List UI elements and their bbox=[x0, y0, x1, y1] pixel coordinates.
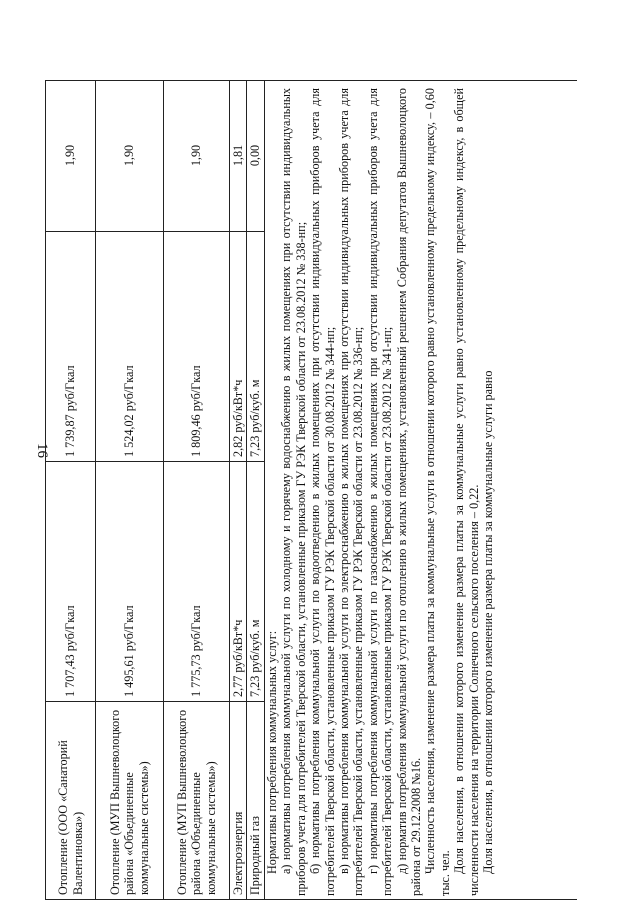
paragraph: Нормативы потребления коммунальных услуг: bbox=[265, 630, 279, 874]
row-value-1: 1 495,61 руб/Гкал bbox=[96, 462, 164, 702]
rotated-page-content bbox=[45, 80, 577, 900]
row-value-2: 1 739,87 руб/Гкал bbox=[46, 232, 96, 462]
paragraph: Доля населения, в отношении которого изменение размера платы за коммунальные услуги равно bbox=[481, 370, 496, 874]
row-name: Природный газ bbox=[247, 702, 264, 900]
row-value-2: 1 809,46 руб/Гкал bbox=[164, 232, 230, 462]
table-row bbox=[96, 80, 164, 900]
paragraph: Доля населения, в отношении которого изменение размера платы за коммунальные услуги равно установленному предельному индексу, в общей численности населения на территории Солнечного сельского поселения – 0,22. bbox=[452, 88, 481, 896]
paragraph: Численность населения, изменение размера платы за коммунальные услуги в отношении которого равно установленному предельному индексу, – 0,60 тыс. чел. bbox=[423, 88, 452, 896]
row-value-1: 1 707,43 руб/Гкал bbox=[46, 462, 96, 702]
row-value-1: 7,23 руб/куб. м bbox=[247, 462, 264, 702]
table-row bbox=[46, 80, 96, 900]
paragraph: в) нормативы потребления коммунальной услуги по электроснабжению в жилых помещениях при отсутствии индивидуальных приборов учета для потребителей Тверской области, установленные приказом ГУ РЭК Тверской области от 23.08.2012 № 336-нп; bbox=[337, 88, 366, 896]
row-index: 1,90 bbox=[46, 80, 96, 232]
row-index: 1,81 bbox=[230, 80, 247, 232]
landscape-content bbox=[45, 80, 577, 900]
paragraph: б) нормативы потребления коммунальной услуги по водоотведению в жилых помещениях при отсутствии индивидуальных приборов учета для потребителей Тверской области, установленные приказом ГУ РЭК Тверской области от 30.08.2012 № 344-нп; bbox=[308, 88, 337, 896]
row-name: Электроэнергия bbox=[230, 702, 247, 900]
body-text bbox=[265, 88, 496, 896]
paragraph: а) нормативы потребления коммунальной услуги по холодному и горячему водоснабжению в жилых помещениях при отсутствии индивидуальных приборов учета для потребителей Тверской области, установленные приказом ГУ РЭК Тверской области от 23.08.2012 № 338-нп; bbox=[279, 88, 308, 896]
row-name: Отопление (МУП Вышневолоцкого района «Объединенные коммунальные системы») bbox=[96, 702, 164, 900]
row-value-1: 2,77 руб/кВт*ч bbox=[230, 462, 247, 702]
table-row bbox=[164, 80, 230, 900]
tariff-table bbox=[45, 80, 265, 900]
row-value-1: 1 775,73 руб/Гкал bbox=[164, 462, 230, 702]
row-index: 0,00 bbox=[247, 80, 264, 232]
paragraph: г) нормативы потребления коммунальной услуги по газоснабжению в жилых помещениях при отсутствии индивидуальных приборов учета для потребителей Тверской области, установленные приказом ГУ РЭК Тверской области от 23.08.2012 № 341-нп; bbox=[365, 88, 395, 896]
row-value-2: 7,23 руб/куб. м bbox=[247, 232, 264, 462]
row-name: Отопление (ООО «Санаторий Валентиновка») bbox=[46, 702, 96, 900]
row-index: 1,90 bbox=[164, 80, 230, 232]
row-index: 1,90 bbox=[96, 80, 164, 232]
page-number: 16 bbox=[34, 443, 50, 458]
row-name: Отопление (МУП Вышневолоцкого района «Объединенные коммунальные системы») bbox=[164, 702, 230, 900]
paragraph: д) норматив потребления коммунальной услуги по отоплению в жилых помещениях, установленный решением Собрания депутатов Вышневолоцкого района от 29.12.2008 №16. bbox=[394, 88, 424, 896]
row-value-2: 2,82 руб/кВт*ч bbox=[230, 232, 247, 462]
table-row bbox=[230, 80, 247, 900]
table-row bbox=[247, 80, 264, 900]
row-value-2: 1 524,02 руб/Гкал bbox=[96, 232, 164, 462]
